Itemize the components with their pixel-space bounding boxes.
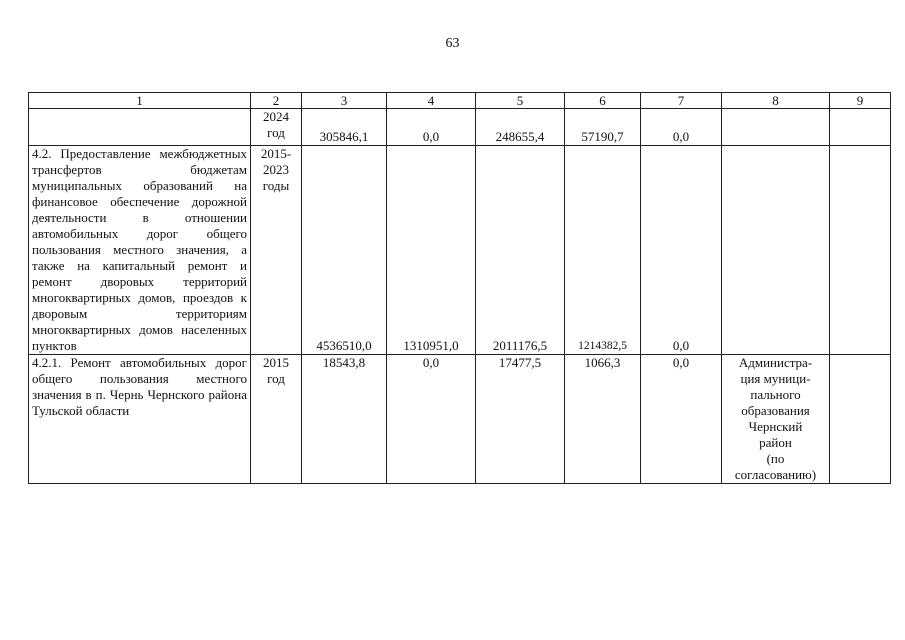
executor-line: ция муници- bbox=[740, 371, 811, 386]
executor-line: Чернский bbox=[748, 419, 803, 434]
page-number: 63 bbox=[445, 36, 460, 51]
value-cell-3: 305846,1 bbox=[302, 109, 387, 146]
executor-line: (по bbox=[766, 451, 785, 466]
header-cell-3: 3 bbox=[302, 93, 387, 109]
value-cell-4: 0,0 bbox=[387, 109, 476, 146]
period-line: год bbox=[267, 371, 285, 386]
table-row-4-2-1 bbox=[29, 355, 891, 484]
header-cell-8: 8 bbox=[722, 93, 830, 109]
period-cell bbox=[251, 146, 302, 355]
executor-cell bbox=[722, 109, 830, 146]
value-cell-7: 0,0 bbox=[641, 109, 722, 146]
executor-line: образования bbox=[741, 403, 810, 418]
description-cell: 4.2.1. Ремонт автомобильных дорог общего пользования местного значения в п. Чернь Чернского района Тульской области bbox=[29, 355, 251, 484]
executor-line: согласованию) bbox=[734, 467, 817, 482]
header-cell-4: 4 bbox=[387, 93, 476, 109]
value-cell-4: 1310951,0 bbox=[387, 146, 476, 355]
value-cell-5: 2011176,5 bbox=[476, 146, 565, 355]
executor-line: пального bbox=[750, 387, 801, 402]
value-cell-6: 1214382,5 bbox=[565, 146, 641, 355]
value-cell-3: 4536510,0 bbox=[302, 146, 387, 355]
executor-line: Администра- bbox=[738, 355, 813, 370]
header-cell-5: 5 bbox=[476, 93, 565, 109]
note-cell bbox=[830, 109, 891, 146]
table-row-2024 bbox=[29, 109, 891, 146]
note-cell bbox=[830, 355, 891, 484]
table-header-row bbox=[29, 93, 891, 109]
value-cell-7: 0,0 bbox=[641, 146, 722, 355]
period-line: годы bbox=[262, 178, 290, 193]
value-cell-6: 1066,3 bbox=[565, 355, 641, 484]
executor-line: район bbox=[759, 435, 792, 450]
note-cell bbox=[830, 146, 891, 355]
header-cell-6: 6 bbox=[565, 93, 641, 109]
header-cell-2: 2 bbox=[251, 93, 302, 109]
header-cell-9: 9 bbox=[830, 93, 891, 109]
value-cell-5: 248655,4 bbox=[476, 109, 565, 146]
period-line: 2023 bbox=[263, 162, 289, 177]
executor-cell bbox=[722, 146, 830, 355]
value-cell-6: 57190,7 bbox=[565, 109, 641, 146]
description-cell: 4.2. Предоставление межбюджетных трансфертов бюджетам муниципальных образований на финансовое обеспечение дорожной деятельности в отношении автомобильных дорог общего пользования местного значения, а также на капитальный ремонт и ремонт дворовых территорий многоквартирных домов, проездов к дворовым территориям многоквартирных домов населенных пунктов bbox=[29, 146, 251, 355]
period-cell bbox=[251, 109, 302, 146]
budget-table bbox=[28, 92, 891, 484]
description-cell bbox=[29, 109, 251, 146]
executor-cell bbox=[722, 355, 830, 484]
value-cell-7: 0,0 bbox=[641, 355, 722, 484]
period-line: 2024 bbox=[263, 109, 289, 124]
period-line: год bbox=[267, 125, 285, 140]
header-cell-7: 7 bbox=[641, 93, 722, 109]
value-cell-3: 18543,8 bbox=[302, 355, 387, 484]
header-cell-1: 1 bbox=[29, 93, 251, 109]
value-cell-4: 0,0 bbox=[387, 355, 476, 484]
period-line: 2015 bbox=[263, 355, 289, 370]
period-cell bbox=[251, 355, 302, 484]
table-row-4-2 bbox=[29, 146, 891, 355]
period-line: 2015- bbox=[260, 146, 292, 161]
value-cell-5: 17477,5 bbox=[476, 355, 565, 484]
